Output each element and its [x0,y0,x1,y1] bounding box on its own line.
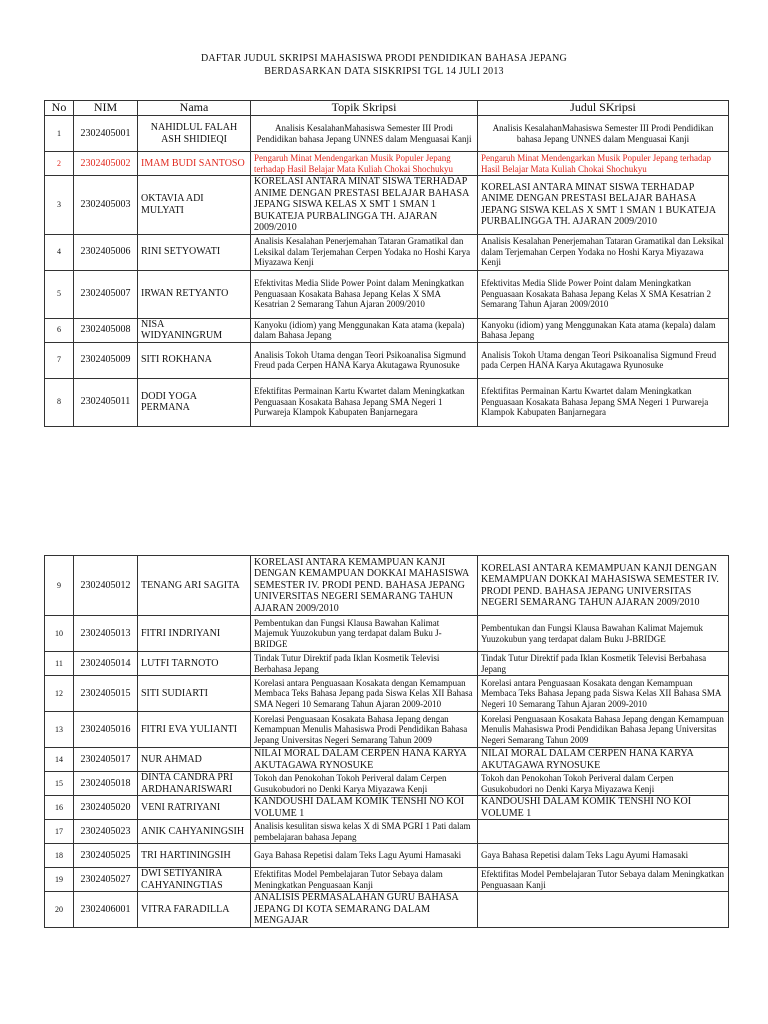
table-row [45,892,729,928]
row-no: 19 [45,868,74,892]
row-no: 2 [45,152,74,176]
row-nim: 2302405020 [74,796,138,820]
table-row [45,652,729,676]
row-judul: Efektifitas Permainan Kartu Kwartet dalam Meningkatkan Penguasaan Kosakata Bahasa Jepang SMA Negeri 1 Purwareja Klampok Kabupaten Banjarnegara [478,378,729,426]
row-no: 6 [45,318,74,342]
row-topik: Tindak Tutur Direktif pada Iklan Kosmetik Televisi Berbahasa Jepang [251,652,478,676]
row-nim: 2302405025 [74,844,138,868]
table-row [45,748,729,772]
row-nama: DWI SETIYANIRA CAHYANINGTIAS [138,868,251,892]
header-nama: Nama [138,101,251,116]
row-nama: TRI HARTININGSIH [138,844,251,868]
table-header-row [45,101,729,116]
row-nim: 2302405023 [74,820,138,844]
row-no: 8 [45,378,74,426]
row-no: 4 [45,234,74,270]
row-judul: NILAI MORAL DALAM CERPEN HANA KARYA AKUTAGAWA RYNOSUKE [478,748,729,772]
row-nama: SITI ROKHANA [138,342,251,378]
row-nim: 2302405011 [74,378,138,426]
row-no: 10 [45,616,74,652]
row-judul: KORELASI ANTARA KEMAMPUAN KANJI DENGAN KEMAMPUAN DOKKAI MAHASISWA SEMESTER IV. PRODI PEND. BAHASA JEPANG UNIVERSITAS NEGERI SEMARANG TAHUN AJARAN 2009/2010 [478,556,729,616]
row-no: 20 [45,892,74,928]
row-no: 16 [45,796,74,820]
row-topik: Efektifitas Model Pembelajaran Tutor Sebaya dalam Meningkatkan Penguasaan Kanji [251,868,478,892]
row-no: 14 [45,748,74,772]
row-judul: KORELASI ANTARA MINAT SISWA TERHADAP ANIME DENGAN PRESTASI BELAJAR BAHASA JEPANG SISWA KELAS X SMT 1 SMAN 1 BUKATEJA PURBALINGGA TH. AJARAN 2009/2010 [478,176,729,235]
table-row [45,868,729,892]
table-row [45,378,729,426]
row-nim: 2302405013 [74,616,138,652]
row-no: 5 [45,270,74,318]
row-topik: KANDOUSHI DALAM KOMIK TENSHI NO KOI VOLUME 1 [251,796,478,820]
header-topik: Topik Skripsi [251,101,478,116]
row-nama: IRWAN RETYANTO [138,270,251,318]
row-topik: Korelasi antara Penguasaan Kosakata dengan Kemampuan Membaca Teks Bahasa Jepang pada Siswa Kelas XII Bahasa SMA Negeri 10 Semarang Tahun Ajaran 2009-2010 [251,676,478,712]
row-judul: Analisis KesalahanMahasiswa Semester III Prodi Pendidikan bahasa Jepang UNNES dalam Menguasai Kanji [478,116,729,152]
table-row [45,176,729,235]
row-judul: Efektifitas Model Pembelajaran Tutor Sebaya dalam Meningkatkan Penguasaan Kanji [478,868,729,892]
table-row [45,616,729,652]
table-row [45,116,729,152]
table-row [45,270,729,318]
row-nim: 2302405003 [74,176,138,235]
table-row [45,342,729,378]
row-nama: IMAM BUDI SANTOSO [138,152,251,176]
table-row [45,318,729,342]
row-topik: KORELASI ANTARA KEMAMPUAN KANJI DENGAN KEMAMPUAN DOKKAI MAHASISWA SEMESTER IV. PRODI PEND. BAHASA JEPANG UNIVERSITAS NEGERI SEMARANG TAHUN AJARAN 2009/2010 [251,556,478,616]
row-judul: Efektivitas Media Slide Power Point dalam Meningkatkan Penguasaan Kosakata Bahasa Jepang Kelas X SMA Kesatrian 2 Semarang Tahun Ajaran 2009/2010 [478,270,729,318]
row-nama: DINTA CANDRA PRI ARDHANARISWARI [138,772,251,796]
row-topik: Analisis kesulitan siswa kelas X di SMA PGRI 1 Pati dalam pembelajaran bahasa Jepang [251,820,478,844]
row-judul: Analisis Kesalahan Penerjemahan Tataran Gramatikal dan Leksikal dalam Terjemahan Cerpen Yodaka no Hoshi Karya Miyazawa Kenji [478,234,729,270]
row-nim: 2302405008 [74,318,138,342]
row-nama: TENANG ARI SAGITA [138,556,251,616]
header-nim: NIM [74,101,138,116]
row-topik: Pembentukan dan Fungsi Klausa Bawahan Kalimat Majemuk Yuuzokubun yang terdapat dalam Buku J-BRIDGE [251,616,478,652]
row-no: 7 [45,342,74,378]
row-nama: SITI SUDIARTI [138,676,251,712]
row-topik: Korelasi Penguasaan Kosakata Bahasa Jepang dengan Kemampuan Menulis Mahasiswa Prodi Pendidikan Bahasa Jepang Universitas Negeri Semarang Tahun 2009 [251,712,478,748]
row-judul: Tokoh dan Penokohan Tokoh Periveral dalam Cerpen Gusukobudori no Denki Karya Miyazawa Kenji [478,772,729,796]
row-nama: RINI SETYOWATI [138,234,251,270]
row-no: 11 [45,652,74,676]
row-judul: Kanyoku (idiom) yang Menggunakan Kata atama (kepala) dalam Bahasa Jepang [478,318,729,342]
row-judul: Pengaruh Minat Mendengarkan Musik Populer Jepang terhadap Hasil Belajar Mata Kuliah Chokai Shochukyu [478,152,729,176]
row-nim: 2302405012 [74,556,138,616]
header-judul: Judul SKripsi [478,101,729,116]
header-no: No [45,101,74,116]
row-nama: ANIK CAHYANINGSIH [138,820,251,844]
row-topik: KORELASI ANTARA MINAT SISWA TERHADAP ANIME DENGAN PRESTASI BELAJAR BAHASA JEPANG SISWA KELAS X SMT 1 SMAN 1 BUKATEJA PURBALINGGA TH. AJARAN 2009/2010 [251,176,478,235]
document-title: DAFTAR JUDUL SKRIPSI MAHASISWA PRODI PENDIDIKAN BAHASA JEPANG [201,53,567,64]
row-nim: 2302405002 [74,152,138,176]
row-no: 18 [45,844,74,868]
row-nim: 2302405014 [74,652,138,676]
table-row [45,844,729,868]
table-row [45,152,729,176]
row-judul [478,820,729,844]
table-row [45,772,729,796]
table-row [45,712,729,748]
row-topik: Analisis Kesalahan Penerjemahan Tataran Gramatikal dan Leksikal dalam Terjemahan Cerpen Yodaka no Hoshi Karya Miyazawa Kenji [251,234,478,270]
row-no: 17 [45,820,74,844]
row-nama: OKTAVIA ADI MULYATI [138,176,251,235]
row-nim: 2302405018 [74,772,138,796]
row-nama: VENI RATRIYANI [138,796,251,820]
row-nama: FITRI INDRIYANI [138,616,251,652]
row-judul: Gaya Bahasa Repetisi dalam Teks Lagu Ayumi Hamasaki [478,844,729,868]
row-nim: 2302405009 [74,342,138,378]
row-topik: ANALISIS PERMASALAHAN GURU BAHASA JEPANG DI KOTA SEMARANG DALAM MENGAJAR [251,892,478,928]
row-nim: 2302405015 [74,676,138,712]
row-judul: Korelasi Penguasaan Kosakata Bahasa Jepang dengan Kemampuan Menulis Mahasiswa Prodi Pendidikan Bahasa Jepang Universitas Negeri Semarang Tahun 2009 [478,712,729,748]
row-nim: 2302406001 [74,892,138,928]
row-topik: Kanyoku (idiom) yang Menggunakan Kata atama (kepala) dalam Bahasa Jepang [251,318,478,342]
row-no: 3 [45,176,74,235]
row-topik: Gaya Bahasa Repetisi dalam Teks Lagu Ayumi Hamasaki [251,844,478,868]
table-row [45,556,729,616]
row-nama: NAHIDLUL FALAH ASH SHIDIEQI [138,116,251,152]
row-no: 1 [45,116,74,152]
row-nama: VITRA FARADILLA [138,892,251,928]
table-row [45,234,729,270]
row-nama: DODI YOGA PERMANA [138,378,251,426]
row-topik: Tokoh dan Penokohan Tokoh Periveral dalam Cerpen Gusukobudori no Denki Karya Miyazawa Kenji [251,772,478,796]
row-topik: Analisis KesalahanMahasiswa Semester III Prodi Pendidikan bahasa Jepang UNNES dalam Menguasai Kanji [251,116,478,152]
row-nama: FITRI EVA YULIANTI [138,712,251,748]
row-judul: Tindak Tutur Direktif pada Iklan Kosmetik Televisi Berbahasa Jepang [478,652,729,676]
row-nama: LUTFI TARNOTO [138,652,251,676]
row-nim: 2302405017 [74,748,138,772]
row-judul [478,892,729,928]
row-nim: 2302405016 [74,712,138,748]
row-nim: 2302405001 [74,116,138,152]
row-nama: NUR AHMAD [138,748,251,772]
row-judul: Analisis Tokoh Utama dengan Teori Psikoanalisa Sigmund Freud pada Cerpen HANA Karya Akutagawa Ryunosuke [478,342,729,378]
row-nim: 2302405006 [74,234,138,270]
row-topik: Efektivitas Media Slide Power Point dalam Meningkatkan Penguasaan Kosakata Bahasa Jepang Kelas X SMA Kesatrian 2 Semarang Tahun Ajaran 2009/2010 [251,270,478,318]
row-no: 12 [45,676,74,712]
row-topik: Pengaruh Minat Mendengarkan Musik Populer Jepang terhadap Hasil Belajar Mata Kuliah Chokai Shochukyu [251,152,478,176]
table-row [45,796,729,820]
thesis-table-top [44,100,729,427]
row-no: 13 [45,712,74,748]
row-nim: 2302405027 [74,868,138,892]
row-nama: NISA WIDYANINGRUM [138,318,251,342]
row-no: 9 [45,556,74,616]
row-judul: KANDOUSHI DALAM KOMIK TENSHI NO KOI VOLUME 1 [478,796,729,820]
row-judul: Pembentukan dan Fungsi Klausa Bawahan Kalimat Majemuk Yuuzokubun yang terdapat dalam Buku J-BRIDGE [478,616,729,652]
document-subtitle: BERDASARKAN DATA SISKRIPSI TGL 14 JULI 2013 [264,66,504,77]
row-topik: NILAI MORAL DALAM CERPEN HANA KARYA AKUTAGAWA RYNOSUKE [251,748,478,772]
table-row [45,820,729,844]
thesis-table-bottom [44,555,729,928]
row-judul: Korelasi antara Penguasaan Kosakata dengan Kemampuan Membaca Teks Bahasa Jepang pada Siswa Kelas XII Bahasa SMA Negeri 10 Semarang Tahun Ajaran 2009-2010 [478,676,729,712]
table-row [45,676,729,712]
row-no: 15 [45,772,74,796]
row-topik: Efektifitas Permainan Kartu Kwartet dalam Meningkatkan Penguasaan Kosakata Bahasa Jepang SMA Negeri 1 Purwareja Klampok Kabupaten Banjarnegara [251,378,478,426]
row-topik: Analisis Tokoh Utama dengan Teori Psikoanalisa Sigmund Freud pada Cerpen HANA Karya Akutagawa Ryunosuke [251,342,478,378]
row-nim: 2302405007 [74,270,138,318]
